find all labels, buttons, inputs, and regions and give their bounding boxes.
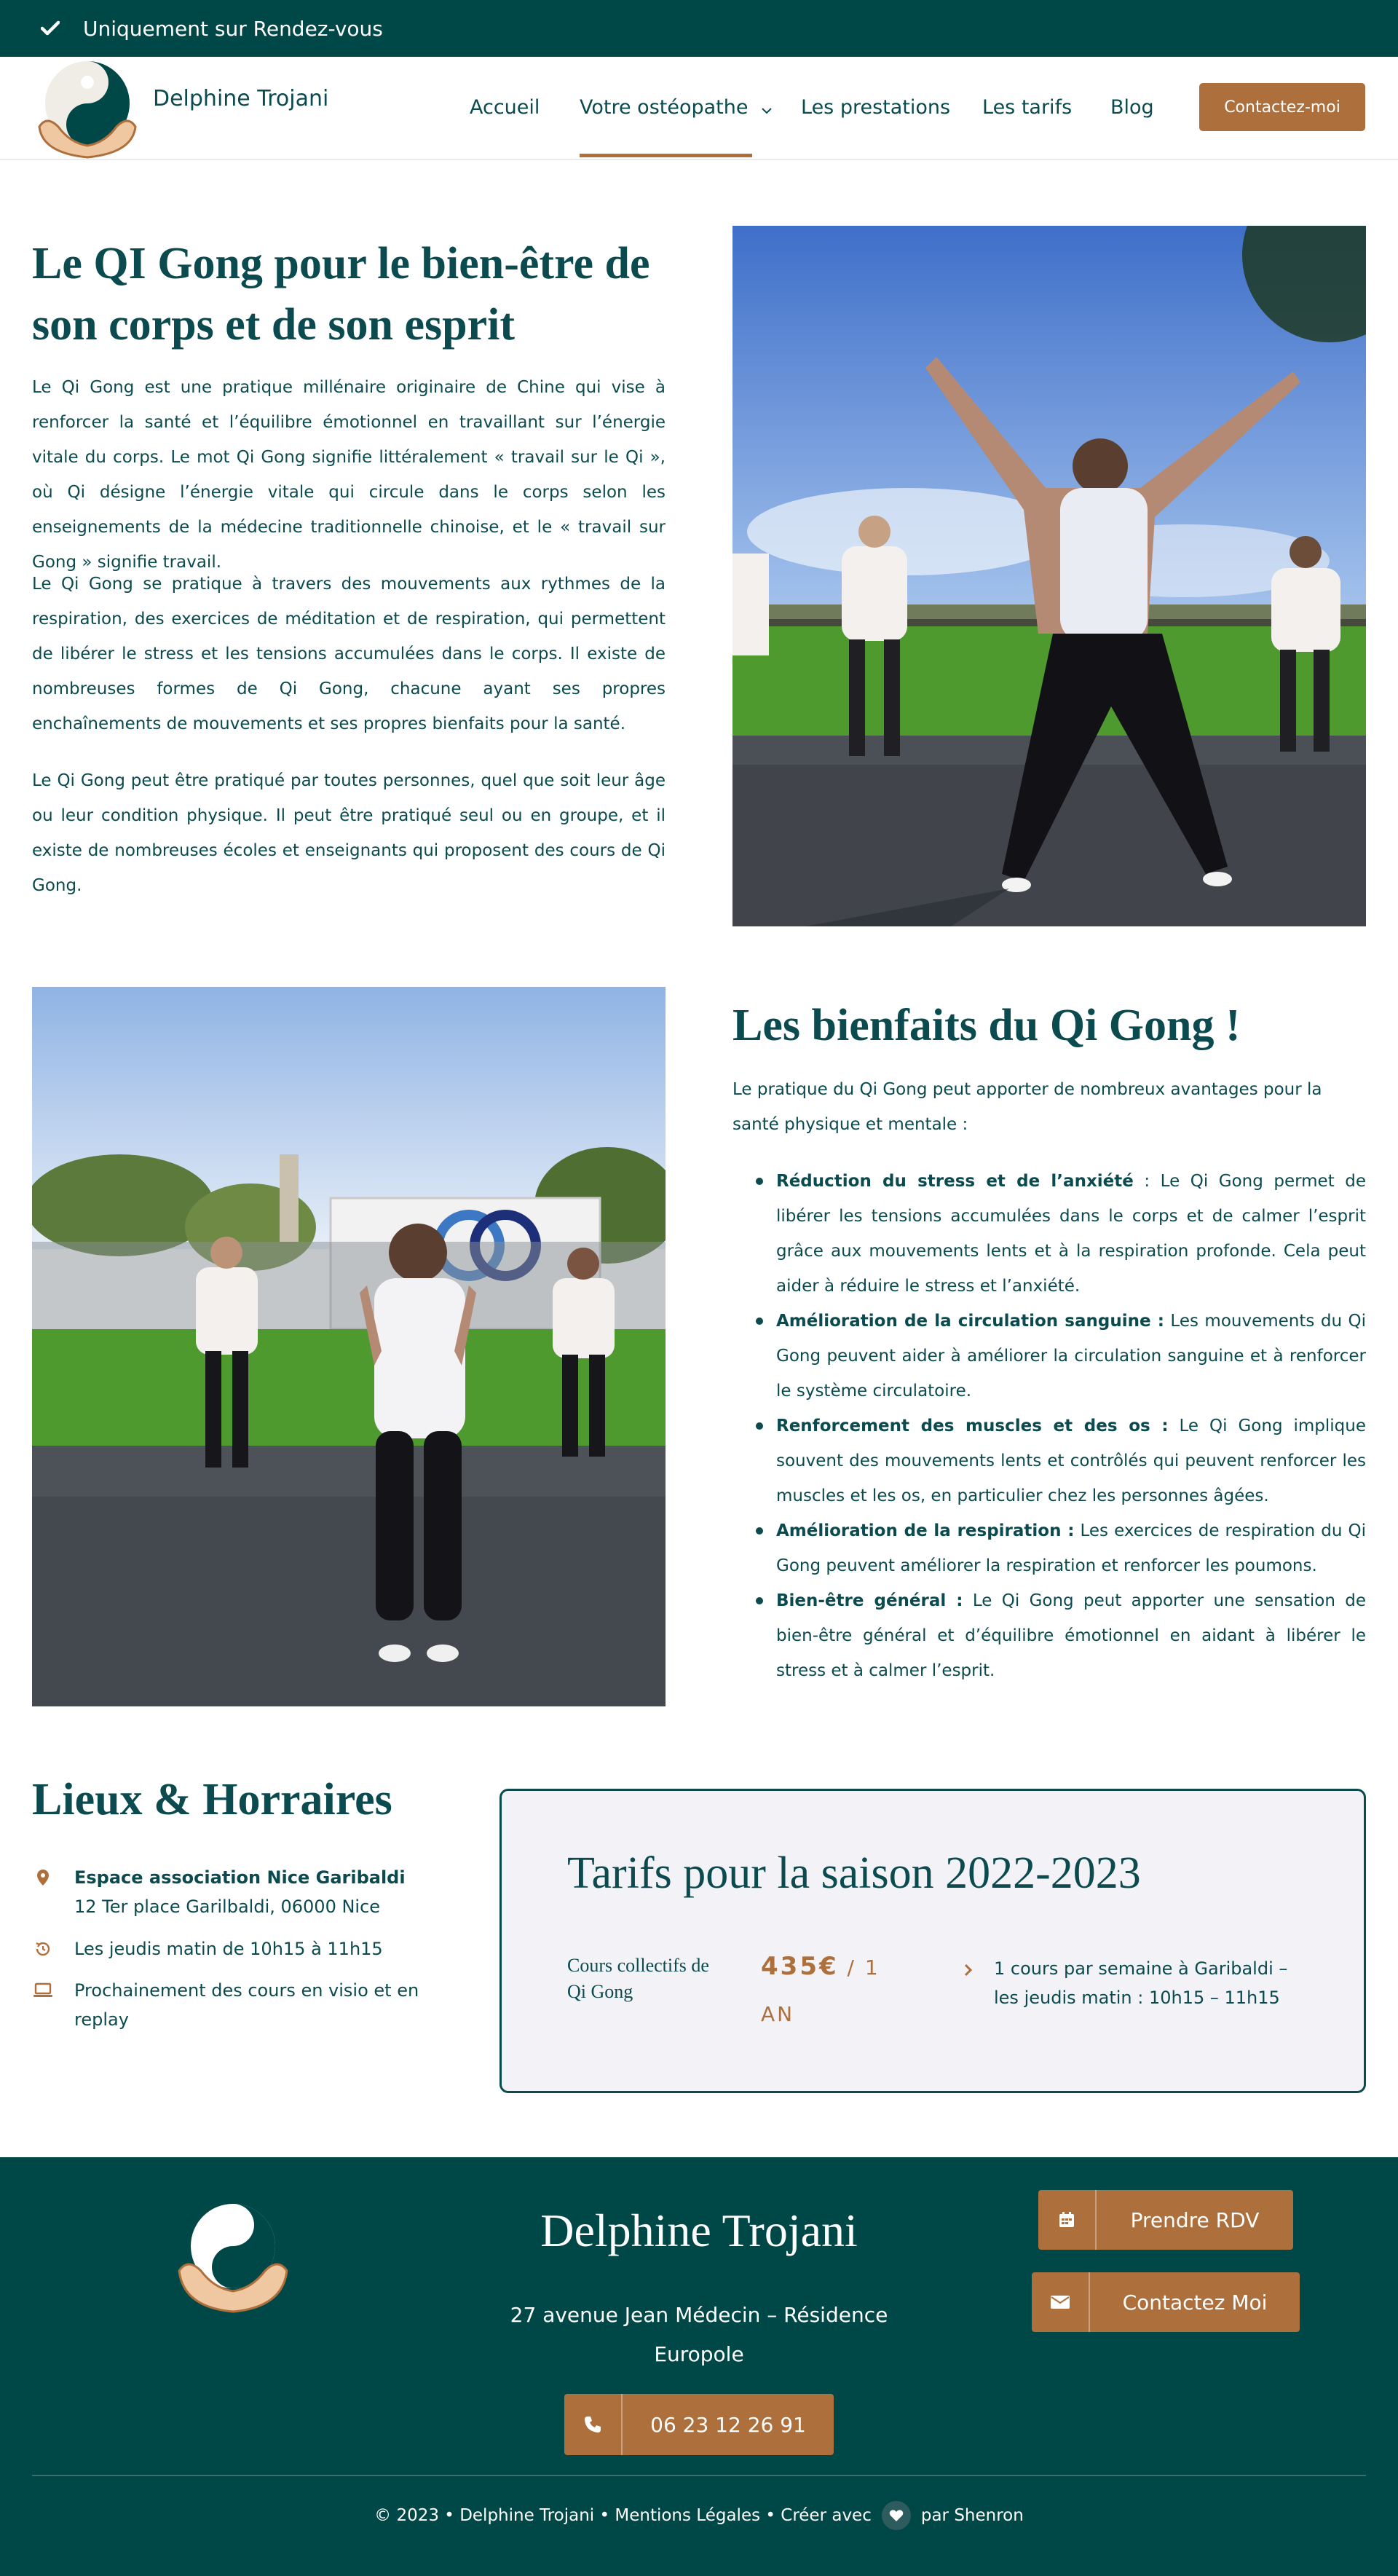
online-text: Prochainement des cours en visio et en replay xyxy=(74,1980,419,2030)
place-name: Espace association Nice Garibaldi xyxy=(74,1867,406,1888)
contact-me-label: Contactez Moi xyxy=(1122,2290,1268,2315)
list-item xyxy=(750,1409,1366,1513)
intro-paragraph-1: Le Qi Gong est une pratique millénaire originaire de Chine qui vise à renforcer la santé et l’équilibre émotionnel en travaillant sur l’énergie vitale du corps. Le mot Qi Gong signifie littéralement « travail sur le Qi », où Qi désigne l’énergie vitale qui circule dans le corps selon les enseignements de la médecine traditionnelle chinoise, et le « travail sur Gong » signifie travail. xyxy=(32,378,666,572)
location-online xyxy=(32,1976,440,2034)
footer-name: Delphine Trojani xyxy=(540,2205,858,2256)
footer-divider xyxy=(32,2475,1366,2476)
benefit-text: Les mouvements du Qi Gong peuvent aider à améliorer la circulation sanguine et à renforcer le système circulatoire. xyxy=(776,1312,1366,1401)
benefit-heading: Bien-être général : xyxy=(776,1591,963,1610)
pricing-price xyxy=(761,1944,907,2037)
benefit-separator xyxy=(1074,1521,1080,1540)
phone-icon xyxy=(564,2394,623,2455)
pricing-description: 1 cours par semaine à Garibaldi – les jeudis matin : 10h15 – 11h15 xyxy=(994,1958,1288,2008)
site-header xyxy=(0,57,1398,160)
benefit-text: Les exercices de respiration du Qi Gong peuvent améliorer la respiration et renforcer les poumons. xyxy=(776,1521,1366,1575)
list-item xyxy=(750,1164,1366,1304)
list-item xyxy=(750,1304,1366,1409)
book-appointment-label: Prendre RDV xyxy=(1130,2207,1260,2232)
benefit-text: Le Qi Gong implique souvent des mouvements lents et contrôlés qui peuvent renforcer les muscles et les os, en particulier chez les personnes âgées. xyxy=(776,1417,1367,1505)
benefit-heading: Renforcement des muscles et des os : xyxy=(776,1417,1169,1435)
qi-gong-class-photo xyxy=(32,987,666,1706)
price-unit: / 1 AN xyxy=(761,1955,880,2026)
nav-item-accueil[interactable]: Accueil xyxy=(470,96,540,119)
schedule-text: Les jeudis matin de 10h15 à 11h15 xyxy=(74,1939,383,1959)
intro-paragraph-2: Le Qi Gong se pratique à travers des mouvements aux rythmes de la respiration, des exercices de méditation et de respiration, qui permettent de libérer le stress et les tensions accumulées dans le corps. Il existe de nombreuses formes de Qi Gong, chacune ayant ses propres enchaînements de mouvements et ses propres bienfaits pour la santé. xyxy=(32,575,666,733)
laptop-icon xyxy=(32,1980,54,2001)
price-value: 435€ xyxy=(761,1952,839,1981)
calendar-icon xyxy=(1038,2190,1097,2250)
benefit-separator: : xyxy=(1133,1172,1161,1191)
book-appointment-button[interactable] xyxy=(1038,2190,1293,2250)
benefit-text: Le Qi Gong permet de libérer les tensions accumulées dans le corps et de calmer l’esprit grâce aux mouvements lents et à la respiration profonde. Cela peut aider à réduire le stress et l’anxiété. xyxy=(776,1172,1366,1296)
check-icon xyxy=(38,16,63,41)
heart-icon xyxy=(882,2501,911,2530)
benefit-text: Le Qi Gong peut apporter une sensation de bien-être général et d’équilibre émotionnel en aidant à libérer le stress et à calmer l’esprit. xyxy=(776,1591,1367,1680)
nav-item-osteopathe[interactable] xyxy=(580,96,772,119)
brand-name[interactable]: Delphine Trojani xyxy=(153,86,329,111)
list-item xyxy=(750,1513,1366,1583)
location-schedule xyxy=(32,1934,440,1963)
pricing-title: Tarifs pour la saison 2022-2023 xyxy=(567,1848,1141,1898)
site-footer xyxy=(0,2157,1398,2576)
benefit-separator xyxy=(963,1591,973,1610)
chevron-down-icon xyxy=(762,97,772,119)
chevron-right-icon xyxy=(963,1958,974,1984)
copyright-text: © 2023 • Delphine Trojani • Mentions Légales • Créer avec xyxy=(374,2506,872,2525)
contact-me-button[interactable] xyxy=(1032,2272,1300,2332)
place-address: 12 Ter place Garilbaldi, 06000 Nice xyxy=(74,1896,381,1917)
logo[interactable] xyxy=(32,57,143,160)
benefit-separator xyxy=(1169,1417,1180,1435)
list-item xyxy=(750,1583,1366,1688)
nav-item-label: Votre ostéopathe xyxy=(580,96,749,119)
benefits-title: Les bienfaits du Qi Gong ! xyxy=(732,1001,1241,1050)
pricing-label: Cours collectifs de Qi Gong xyxy=(567,1955,709,2002)
pricing-card xyxy=(499,1789,1366,2093)
nav-item-prestations[interactable]: Les prestations xyxy=(801,96,951,119)
nav-item-blog[interactable]: Blog xyxy=(1110,96,1154,119)
location-place xyxy=(32,1863,440,1921)
phone-number: 06 23 12 26 91 xyxy=(650,2412,806,2437)
benefit-heading: Amélioration de la respiration : xyxy=(776,1521,1075,1540)
history-icon xyxy=(32,1939,54,1959)
phone-button[interactable] xyxy=(564,2394,834,2455)
contact-button[interactable]: Contactez-moi xyxy=(1199,83,1365,131)
locations-title: Lieux & Horraires xyxy=(32,1775,392,1824)
nav-active-indicator xyxy=(580,154,752,157)
intro-paragraph-3: Le Qi Gong peut être pratiqué par toutes personnes, quel que soit leur âge ou leur condition physique. Il peut être pratiqué seul ou en groupe, et il existe de nombreuses écoles et enseignants qui proposent des cours de Qi Gong. xyxy=(32,771,666,895)
nav-item-tarifs[interactable]: Les tarifs xyxy=(982,96,1073,119)
map-pin-icon xyxy=(32,1867,54,1888)
qi-gong-group-photo xyxy=(732,226,1366,926)
announcement-text: Uniquement sur Rendez-vous xyxy=(83,16,383,41)
benefit-heading: Amélioration de la circulation sanguine : xyxy=(776,1312,1164,1331)
announcement-bar xyxy=(0,0,1398,57)
footer-address: 27 avenue Jean Médecin – Résidence Europole xyxy=(510,2303,888,2366)
page-title: Le QI Gong pour le bien-être de son corps et de son esprit xyxy=(32,239,650,350)
envelope-icon xyxy=(1032,2272,1090,2332)
copyright xyxy=(0,2501,1398,2530)
benefits-list xyxy=(750,1164,1366,1688)
benefit-heading: Réduction du stress et de l’anxiété xyxy=(776,1172,1134,1191)
benefits-intro: Le pratique du Qi Gong peut apporter de nombreux avantages pour la santé physique et mentale : xyxy=(732,1080,1322,1134)
credit-text: par Shenron xyxy=(920,2506,1024,2525)
